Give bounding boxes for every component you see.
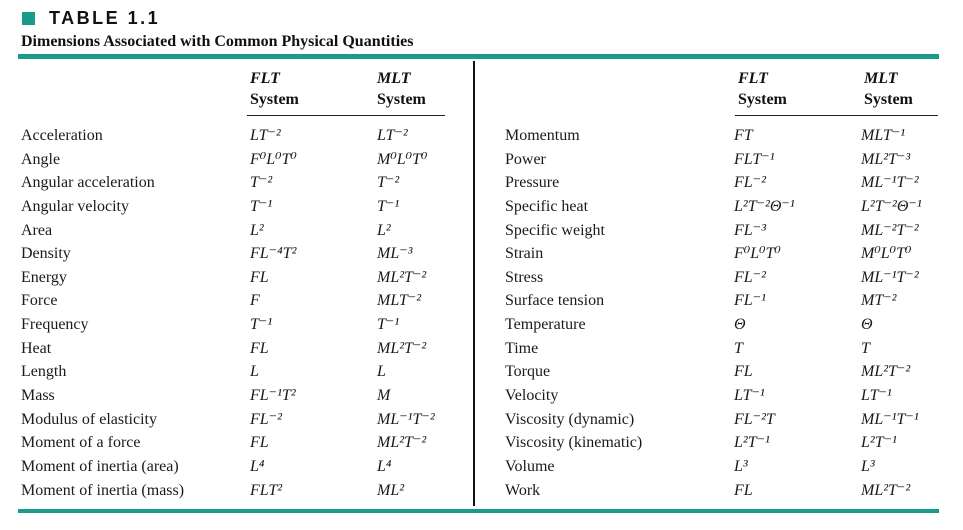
table-row bbox=[21, 479, 461, 503]
table-row bbox=[21, 455, 461, 479]
quantity-name: Frequency bbox=[21, 316, 89, 334]
flt-dimension: FL⁻²T bbox=[734, 410, 775, 428]
flt-dimension: FL bbox=[734, 363, 753, 381]
quantity-name: Area bbox=[21, 221, 53, 239]
table-row bbox=[505, 455, 935, 479]
table-row bbox=[21, 337, 461, 361]
mlt-dimension: MLT⁻² bbox=[377, 292, 422, 310]
flt-dimension: L²T⁻¹ bbox=[734, 434, 770, 452]
quantity-name: Angular acceleration bbox=[21, 174, 155, 192]
flt-dimension: L⁴ bbox=[250, 457, 265, 475]
flt-dimension: FLT⁻¹ bbox=[734, 150, 775, 168]
quantity-name: Work bbox=[505, 481, 541, 499]
mlt-dimension: T⁻¹ bbox=[377, 197, 400, 215]
left-table-body bbox=[21, 124, 461, 502]
table-row bbox=[21, 408, 461, 432]
table-row bbox=[21, 171, 461, 195]
table-row bbox=[505, 431, 935, 455]
flt-dimension: L bbox=[250, 363, 259, 381]
table-row bbox=[21, 148, 461, 172]
right-mlt-header-line2: System bbox=[864, 91, 913, 108]
mlt-dimension: L² bbox=[377, 221, 391, 239]
table-row bbox=[21, 195, 461, 219]
table-row bbox=[505, 266, 935, 290]
quantity-name: Acceleration bbox=[21, 127, 103, 144]
mlt-dimension: ML⁻¹T⁻¹ bbox=[861, 410, 919, 428]
mlt-dimension: ML⁻¹T⁻² bbox=[377, 410, 435, 428]
mlt-dimension: ML⁻¹T⁻² bbox=[861, 174, 919, 192]
top-rule bbox=[18, 54, 939, 59]
quantity-name: Mass bbox=[21, 387, 55, 405]
mlt-dimension: T⁻¹ bbox=[377, 316, 400, 334]
mlt-dimension: ML⁻¹T⁻² bbox=[861, 268, 919, 286]
table-row bbox=[21, 219, 461, 243]
quantity-name: Specific weight bbox=[505, 221, 605, 239]
mlt-dimension: ML²T⁻³ bbox=[861, 150, 911, 168]
quantity-name: Heat bbox=[21, 339, 52, 357]
right-mlt-header bbox=[864, 68, 913, 110]
table-row bbox=[505, 408, 935, 432]
quantity-name: Momentum bbox=[505, 127, 580, 144]
flt-dimension: L²T⁻²Θ⁻¹ bbox=[734, 197, 795, 215]
table-caption: Dimensions Associated with Common Physical Quantities bbox=[21, 33, 414, 50]
table-row bbox=[505, 337, 935, 361]
left-mlt-header-line2: System bbox=[377, 91, 426, 108]
quantity-name: Viscosity (dynamic) bbox=[505, 410, 635, 428]
quantity-name: Moment of inertia (mass) bbox=[21, 481, 185, 499]
flt-dimension: LT⁻² bbox=[250, 127, 281, 144]
table-row bbox=[21, 242, 461, 266]
mlt-dimension: LT⁻² bbox=[377, 127, 408, 144]
quantity-name: Velocity bbox=[505, 387, 559, 405]
table-row bbox=[505, 124, 935, 148]
quantity-name: Angular velocity bbox=[21, 197, 129, 215]
table-row bbox=[21, 313, 461, 337]
right-table-body bbox=[505, 124, 935, 502]
mlt-dimension: ML²T⁻² bbox=[861, 363, 911, 381]
quantity-name: Pressure bbox=[505, 174, 560, 192]
mlt-dimension: ML⁻²T⁻² bbox=[861, 221, 919, 239]
table-row bbox=[505, 384, 935, 408]
flt-dimension: T bbox=[734, 339, 743, 357]
mlt-dimension: M⁰L⁰T⁰ bbox=[377, 150, 428, 168]
mlt-dimension: ML²T⁻² bbox=[861, 481, 911, 499]
table-row bbox=[505, 171, 935, 195]
table-heading bbox=[22, 8, 160, 29]
mlt-dimension: L³ bbox=[861, 457, 875, 475]
quantity-name: Modulus of elasticity bbox=[21, 410, 157, 428]
mlt-dimension: ML² bbox=[377, 481, 405, 499]
quantity-name: Time bbox=[505, 339, 539, 357]
left-flt-header-line2: System bbox=[250, 91, 299, 108]
quantity-name: Moment of a force bbox=[21, 434, 141, 452]
right-flt-header bbox=[738, 68, 787, 110]
quantity-name: Volume bbox=[505, 457, 555, 475]
mlt-dimension: L²T⁻²Θ⁻¹ bbox=[861, 197, 922, 215]
quantity-name: Stress bbox=[505, 268, 544, 286]
flt-dimension: FL bbox=[250, 434, 269, 452]
quantity-name: Specific heat bbox=[505, 197, 589, 215]
bottom-rule bbox=[18, 509, 939, 513]
flt-dimension: F⁰L⁰T⁰ bbox=[250, 150, 297, 168]
right-flt-header-line1: FLT bbox=[738, 70, 768, 87]
mlt-dimension: MT⁻² bbox=[861, 292, 897, 310]
table-row bbox=[505, 242, 935, 266]
left-mlt-header bbox=[377, 68, 426, 110]
table-row bbox=[21, 289, 461, 313]
flt-dimension: FL⁻² bbox=[250, 410, 282, 428]
left-mlt-header-line1: MLT bbox=[377, 70, 411, 87]
flt-dimension: L² bbox=[250, 221, 264, 239]
table-row bbox=[21, 124, 461, 148]
mlt-dimension: ML²T⁻² bbox=[377, 434, 427, 452]
flt-dimension: FL bbox=[250, 268, 269, 286]
flt-dimension: LT⁻¹ bbox=[734, 387, 765, 405]
flt-dimension: T⁻¹ bbox=[250, 316, 273, 334]
mlt-dimension: ML²T⁻² bbox=[377, 268, 427, 286]
table-label: TABLE 1.1 bbox=[49, 8, 161, 28]
column-divider bbox=[473, 61, 475, 506]
table-row bbox=[21, 266, 461, 290]
flt-dimension: F⁰L⁰T⁰ bbox=[734, 245, 781, 263]
quantity-name: Density bbox=[21, 245, 71, 263]
table-row bbox=[21, 360, 461, 384]
quantity-name: Length bbox=[21, 363, 67, 381]
mlt-dimension: M⁰L⁰T⁰ bbox=[861, 245, 912, 263]
flt-dimension: FT bbox=[734, 127, 753, 144]
mlt-dimension: T bbox=[861, 339, 870, 357]
flt-dimension: T⁻² bbox=[250, 174, 273, 192]
flt-dimension: Θ bbox=[734, 316, 746, 334]
flt-dimension: FL bbox=[250, 339, 269, 357]
flt-dimension: FL⁻¹T² bbox=[250, 387, 296, 405]
table-row bbox=[505, 289, 935, 313]
left-header-rule bbox=[247, 115, 445, 116]
left-flt-header bbox=[250, 68, 299, 110]
mlt-dimension: Θ bbox=[861, 316, 873, 334]
quantity-name: Force bbox=[21, 292, 58, 310]
flt-dimension: F bbox=[250, 292, 260, 310]
table-row bbox=[505, 219, 935, 243]
flt-dimension: FL⁻³ bbox=[734, 221, 766, 239]
quantity-name: Surface tension bbox=[505, 292, 605, 310]
mlt-dimension: T⁻² bbox=[377, 174, 400, 192]
quantity-name: Angle bbox=[21, 150, 61, 168]
quantity-name: Strain bbox=[505, 245, 544, 263]
mlt-dimension: ML²T⁻² bbox=[377, 339, 427, 357]
quantity-name: Torque bbox=[505, 363, 551, 381]
mlt-dimension: ML⁻³ bbox=[377, 245, 413, 263]
table-row bbox=[505, 195, 935, 219]
mlt-dimension: L⁴ bbox=[377, 457, 392, 475]
mlt-dimension: L bbox=[377, 363, 386, 381]
flt-dimension: FL⁻⁴T² bbox=[250, 245, 297, 263]
flt-dimension: T⁻¹ bbox=[250, 197, 273, 215]
flt-dimension: FLT² bbox=[250, 481, 283, 499]
mlt-dimension: L²T⁻¹ bbox=[861, 434, 897, 452]
mlt-dimension: MLT⁻¹ bbox=[861, 127, 906, 144]
flt-dimension: FL⁻¹ bbox=[734, 292, 766, 310]
mlt-dimension: M bbox=[377, 387, 391, 405]
table-row bbox=[505, 148, 935, 172]
quantity-name: Power bbox=[505, 150, 546, 168]
table-row bbox=[21, 431, 461, 455]
left-flt-header-line1: FLT bbox=[250, 70, 280, 87]
table-row bbox=[21, 384, 461, 408]
quantity-name: Energy bbox=[21, 268, 67, 286]
table-row bbox=[505, 479, 935, 503]
right-mlt-header-line1: MLT bbox=[864, 70, 898, 87]
flt-dimension: L³ bbox=[734, 457, 748, 475]
table-row bbox=[505, 360, 935, 384]
right-flt-header-line2: System bbox=[738, 91, 787, 108]
right-header-rule bbox=[735, 115, 938, 116]
flt-dimension: FL⁻² bbox=[734, 268, 766, 286]
flt-dimension: FL bbox=[734, 481, 753, 499]
quantity-name: Moment of inertia (area) bbox=[21, 457, 179, 475]
flt-dimension: FL⁻² bbox=[734, 174, 766, 192]
quantity-name: Temperature bbox=[505, 316, 586, 334]
mlt-dimension: LT⁻¹ bbox=[861, 387, 892, 405]
table-row bbox=[505, 313, 935, 337]
teal-square-icon bbox=[22, 12, 35, 25]
quantity-name: Viscosity (kinematic) bbox=[505, 434, 643, 452]
